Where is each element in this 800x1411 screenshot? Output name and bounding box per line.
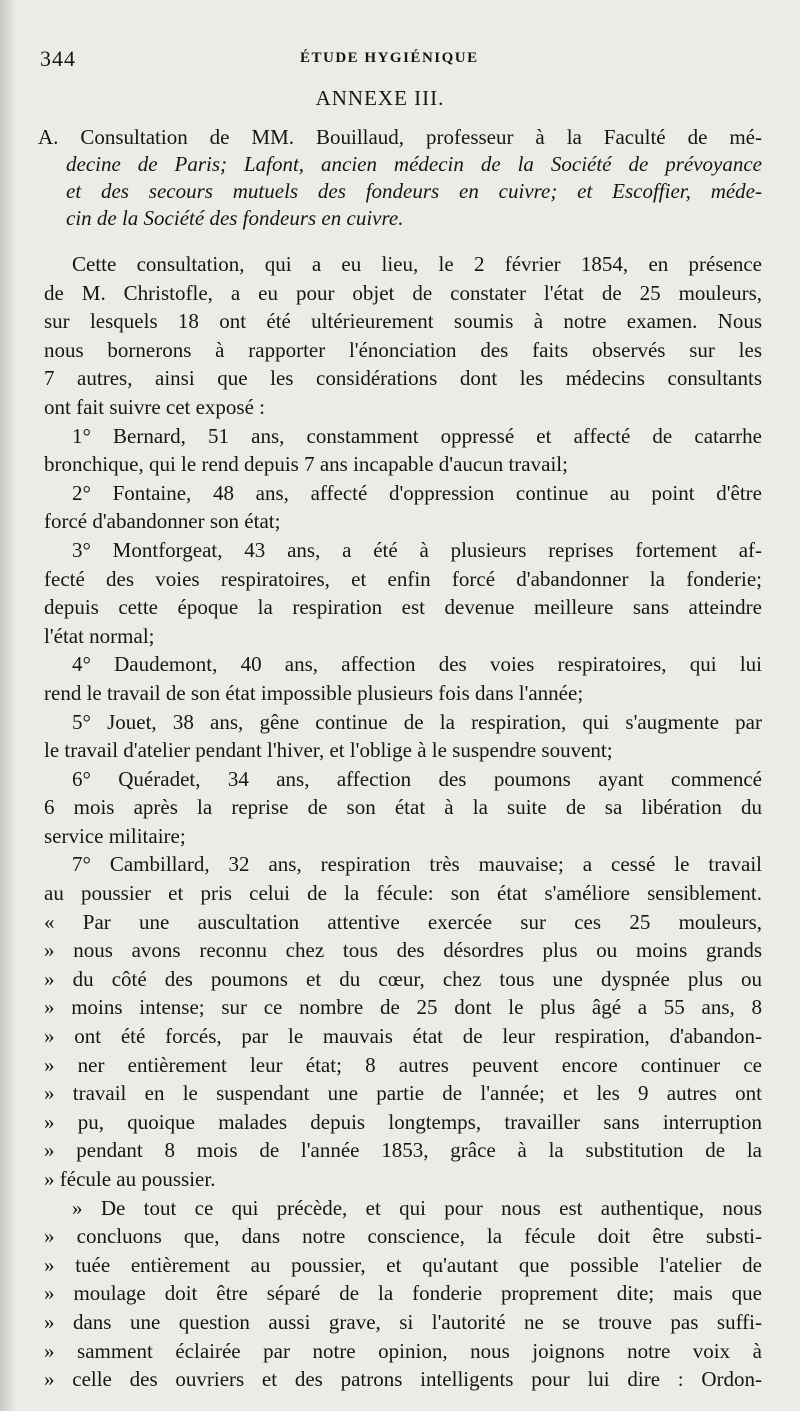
quote-line: » nous avons reconnu chez tous des désordres plus ou moins grands	[44, 938, 762, 963]
case-line: 2° Fontaine, 48 ans, affecté d'oppression continue au point d'être	[72, 480, 762, 505]
case-line: rend le travail de son état impossible plusieurs fois dans l'année;	[44, 680, 584, 705]
body-text	[44, 250, 762, 1394]
quote-line: » concluons que, dans notre conscience, la fécule doit être substi-	[44, 1224, 762, 1249]
quote-line: » fécule au poussier.	[44, 1167, 216, 1191]
quote-line: » samment éclairée par notre opinion, nous joignons notre voix à	[44, 1338, 762, 1363]
quote-line: » pendant 8 mois de l'année 1853, grâce à la substitution de la	[44, 1138, 762, 1163]
quote-line: » ner entièrement leur état; 8 autres peuvent encore continuer ce	[44, 1052, 762, 1077]
case-line: au poussier et pris celui de la fécule: son état s'améliore sensiblement.	[44, 881, 762, 906]
case-line: l'état normal;	[44, 623, 155, 648]
consultation-line: cin de la Société des fondeurs en cuivre.	[66, 206, 404, 230]
quote-line: » pu, quoique malades depuis longtemps, travailler sans interruption	[44, 1109, 762, 1134]
consultation-line: A. Consultation de MM. Bouillaud, professeur à la Faculté de mé-	[38, 125, 762, 149]
case-line: 4° Daudemont, 40 ans, affection des voies respiratoires, qui lui	[72, 652, 762, 677]
consultation-heading	[38, 124, 762, 232]
case-line: forcé d'abandonner son état;	[44, 509, 281, 534]
quote-line: » dans une question aussi grave, si l'autorité ne se trouve pas suffi-	[44, 1309, 762, 1334]
case-line: bronchique, qui le rend depuis 7 ans incapable d'aucun travail;	[44, 452, 568, 477]
consultation-line: et des secours mutuels des fondeurs en cuivre; et Escoffier, méde-	[66, 179, 762, 203]
quote-line: » travail en le suspendant une partie de l'année; et les 9 autres ont	[44, 1081, 762, 1106]
case-line: depuis cette époque la respiration est devenue meilleure sans atteindre	[44, 595, 762, 620]
case-line: service militaire;	[44, 823, 186, 848]
quote-line: » celle des ouvriers et des patrons intelligents pour lui dire : Ordon-	[44, 1367, 762, 1392]
annex-heading: ANNEXE III.	[315, 86, 445, 110]
case-line: fecté des voies respiratoires, et enfin forcé d'abandonner la fonderie;	[44, 566, 762, 591]
page-gutter-shadow	[0, 0, 16, 1411]
case-line: 1° Bernard, 51 ans, constamment oppressé et affecté de catarrhe	[72, 423, 762, 448]
quote-line: » ont été forcés, par le mauvais état de leur respiration, d'abandon-	[44, 1024, 762, 1049]
consultation-line: decine de Paris; Lafont, ancien médecin de la Société de prévoyance	[66, 152, 762, 176]
case-line: 6° Quéradet, 34 ans, affection des poumons ayant commencé	[72, 766, 762, 791]
case-line: le travail d'atelier pendant l'hiver, et l'oblige à le suspendre souvent;	[44, 738, 613, 763]
text-line: Cette consultation, qui a eu lieu, le 2 février 1854, en présence	[72, 252, 762, 276]
page-header	[38, 44, 770, 80]
page-number: 344	[40, 46, 76, 71]
case-line: 5° Jouet, 38 ans, gêne continue de la respiration, qui s'augmente par	[72, 709, 762, 734]
text-line: nous bornerons à rapporter l'énonciation des faits observés sur les	[44, 337, 762, 362]
case-line: 6 mois après la reprise de son état à la suite de sa libération du	[44, 795, 762, 820]
text-line: ont fait suivre cet exposé :	[44, 394, 266, 419]
quote-line: « Par une auscultation attentive exercée sur ces 25 mouleurs,	[44, 909, 762, 934]
text-line: 7 autres, ainsi que les considérations dont les médecins consultants	[44, 366, 762, 391]
case-line: 3° Montforgeat, 43 ans, a été à plusieurs reprises fortement af-	[72, 537, 762, 562]
quote-line: » moulage doit être séparé de la fonderie proprement dite; mais que	[44, 1281, 762, 1306]
case-line: 7° Cambillard, 32 ans, respiration très mauvaise; a cessé le travail	[72, 852, 762, 877]
running-title: ÉTUDE HYGIÉNIQUE	[300, 50, 479, 66]
quote-line: » moins intense; sur ce nombre de 25 dont le plus âgé a 55 ans, 8	[44, 995, 762, 1020]
text-line: sur lesquels 18 ont été ultérieurement soumis à notre examen. Nous	[44, 309, 762, 334]
quote-line: » tuée entièrement au poussier, et qu'autant que possible l'atelier de	[44, 1252, 762, 1277]
quote-line: » du côté des poumons et du cœur, chez tous une dyspnée plus ou	[44, 966, 762, 991]
quote-line: » De tout ce qui précède, et qui pour nous est authentique, nous	[72, 1195, 762, 1220]
text-line: de M. Christofle, a eu pour objet de constater l'état de 25 mouleurs,	[44, 280, 762, 305]
